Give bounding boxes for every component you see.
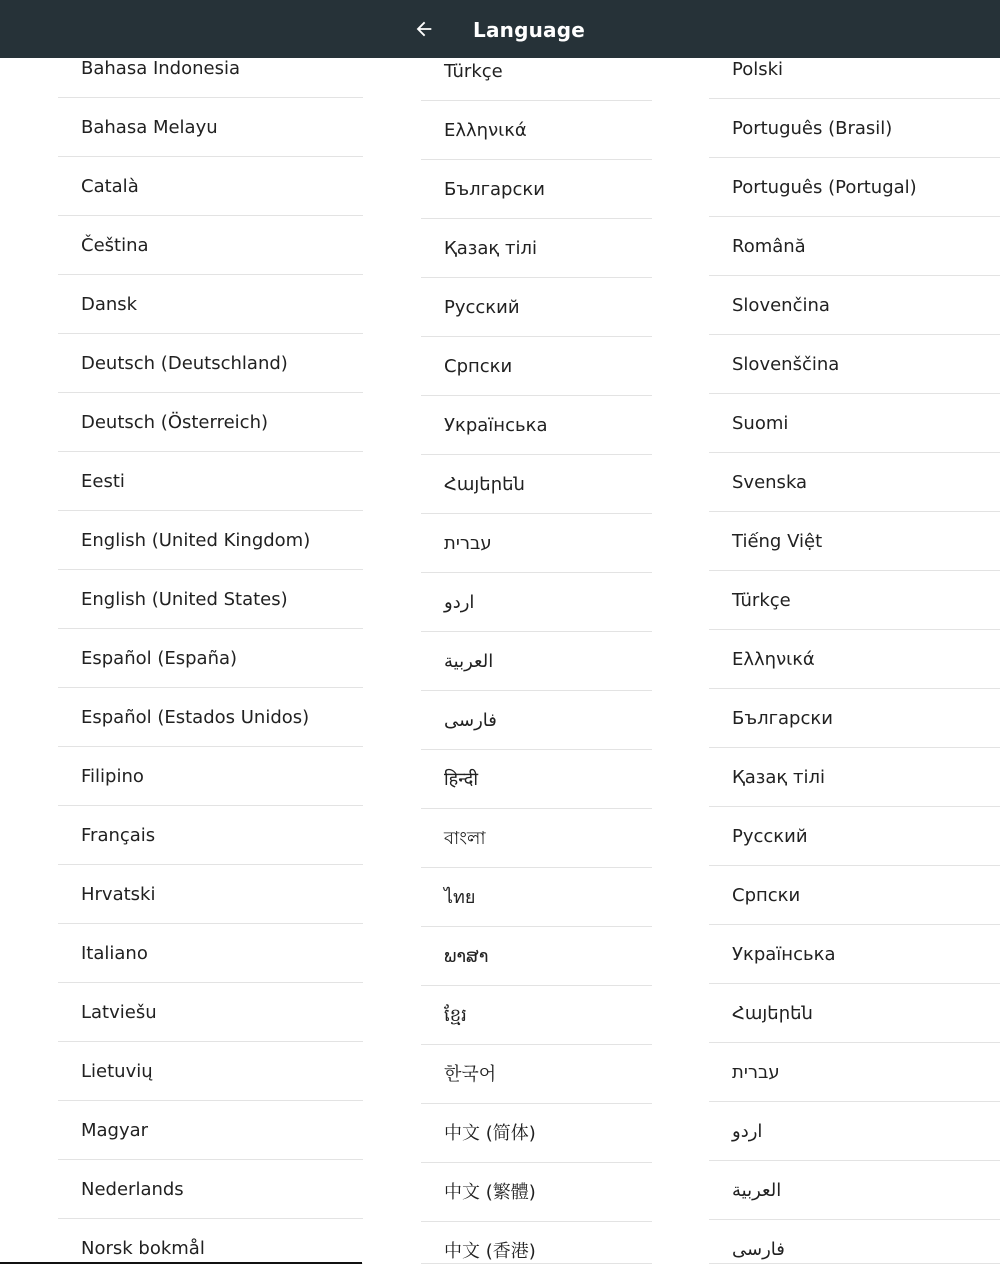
language-label: 한국어: [444, 1064, 497, 1085]
language-item[interactable]: [709, 866, 1000, 925]
language-label: Norsk bokmål: [81, 1238, 205, 1259]
language-item[interactable]: [421, 691, 652, 750]
language-label: Português (Brasil): [732, 118, 893, 139]
language-item[interactable]: [58, 511, 363, 570]
language-item[interactable]: [58, 334, 363, 393]
language-label: Български: [444, 179, 545, 200]
language-item[interactable]: [421, 337, 652, 396]
language-item[interactable]: [421, 514, 652, 573]
language-item[interactable]: [709, 925, 1000, 984]
language-label: Slovenščina: [732, 354, 840, 375]
language-label: Русский: [444, 297, 520, 318]
language-label: اردو: [732, 1121, 763, 1142]
language-label: 中文 (繁體): [444, 1182, 536, 1203]
language-item[interactable]: [58, 688, 363, 747]
language-item[interactable]: [709, 1102, 1000, 1161]
language-item[interactable]: [709, 748, 1000, 807]
language-label: ខ្មែរ: [444, 1005, 467, 1026]
language-item[interactable]: [58, 1042, 363, 1101]
language-label: ไทย: [444, 887, 476, 908]
language-item[interactable]: [709, 1161, 1000, 1220]
language-label: Italiano: [81, 943, 148, 964]
language-label: English (United States): [81, 589, 288, 610]
language-item[interactable]: [421, 927, 652, 986]
language-label: Deutsch (Deutschland): [81, 353, 288, 374]
language-label: Български: [732, 708, 833, 729]
language-item[interactable]: [709, 276, 1000, 335]
language-item[interactable]: [709, 984, 1000, 1043]
language-item[interactable]: [58, 275, 363, 334]
language-item[interactable]: [709, 158, 1000, 217]
language-label: العربية: [444, 651, 494, 672]
language-label: 中文 (简体): [444, 1123, 536, 1144]
language-item[interactable]: [58, 924, 363, 983]
language-label: Српски: [732, 885, 801, 906]
language-item[interactable]: [421, 396, 652, 455]
language-item[interactable]: [58, 98, 363, 157]
language-label: עברית: [444, 533, 492, 554]
language-item[interactable]: [709, 453, 1000, 512]
language-label: فارسی: [732, 1239, 785, 1260]
language-label: Ελληνικά: [732, 649, 815, 670]
language-label: Eesti: [81, 471, 125, 492]
language-item[interactable]: [58, 747, 363, 806]
language-label: Հայերեն: [732, 1003, 813, 1024]
language-label: Latviešu: [81, 1002, 157, 1023]
language-item[interactable]: [58, 393, 363, 452]
language-label: Lietuvių: [81, 1061, 153, 1082]
language-item[interactable]: [421, 809, 652, 868]
language-item[interactable]: [58, 216, 363, 275]
language-label: Deutsch (Österreich): [81, 412, 268, 433]
language-item[interactable]: [58, 157, 363, 216]
language-item[interactable]: [709, 571, 1000, 630]
language-label: Hrvatski: [81, 884, 156, 905]
language-label: Čeština: [81, 235, 149, 256]
language-item[interactable]: [709, 394, 1000, 453]
language-item[interactable]: [421, 42, 652, 101]
language-label: Ελληνικά: [444, 120, 527, 141]
language-label: Español (España): [81, 648, 238, 669]
language-label: اردو: [444, 592, 475, 613]
language-label: Français: [81, 825, 156, 846]
language-label: فارسی: [444, 710, 497, 731]
arrow-left-icon: [413, 18, 435, 40]
language-label: Slovenčina: [732, 295, 830, 316]
language-item[interactable]: [709, 1043, 1000, 1102]
language-label: Bahasa Melayu: [81, 117, 218, 138]
language-label: Українська: [732, 944, 836, 965]
language-label: Suomi: [732, 413, 789, 434]
language-label: العربية: [732, 1180, 782, 1201]
language-item[interactable]: [58, 39, 363, 98]
language-item[interactable]: [58, 865, 363, 924]
language-label: Türkçe: [732, 590, 791, 611]
language-item[interactable]: [709, 217, 1000, 276]
language-item[interactable]: [421, 278, 652, 337]
language-label: Српски: [444, 356, 513, 377]
language-item[interactable]: [421, 101, 652, 160]
language-label: Svenska: [732, 472, 808, 493]
language-item[interactable]: [421, 1045, 652, 1104]
language-item[interactable]: [709, 335, 1000, 394]
language-item[interactable]: [421, 219, 652, 278]
language-item[interactable]: [58, 1160, 363, 1219]
language-label: ພາສາ: [444, 946, 489, 967]
language-item[interactable]: [709, 99, 1000, 158]
language-item[interactable]: [58, 1219, 363, 1264]
language-item[interactable]: [421, 986, 652, 1045]
language-item[interactable]: [709, 1220, 1000, 1264]
language-label: Bahasa Indonesia: [81, 58, 240, 79]
language-item[interactable]: [421, 1104, 652, 1163]
language-item[interactable]: [709, 512, 1000, 571]
language-item[interactable]: [58, 806, 363, 865]
language-item[interactable]: [421, 455, 652, 514]
language-label: Dansk: [81, 294, 138, 315]
language-item[interactable]: [58, 629, 363, 688]
language-item[interactable]: [709, 40, 1000, 99]
language-label: हिन्दी: [444, 769, 479, 790]
language-item[interactable]: [58, 1101, 363, 1160]
language-label: Tiếng Việt: [732, 531, 823, 552]
language-label: Українська: [444, 415, 548, 436]
language-item[interactable]: [421, 1222, 652, 1264]
language-item[interactable]: [421, 160, 652, 219]
language-item[interactable]: [421, 632, 652, 691]
language-item[interactable]: [421, 750, 652, 809]
language-label: עברית: [732, 1062, 780, 1083]
language-label: Español (Estados Unidos): [81, 707, 310, 728]
language-label: Türkçe: [444, 61, 503, 82]
language-label: Русский: [732, 826, 808, 847]
language-label: Română: [732, 236, 806, 257]
language-label: 中文 (香港): [444, 1241, 536, 1262]
page-title: Language: [473, 18, 586, 42]
language-item[interactable]: [58, 983, 363, 1042]
language-label: Català: [81, 176, 139, 197]
language-item[interactable]: [709, 689, 1000, 748]
language-item[interactable]: [58, 570, 363, 629]
language-item[interactable]: [421, 1163, 652, 1222]
language-label: বাংলা: [444, 828, 486, 849]
language-item[interactable]: [421, 573, 652, 632]
language-label: Polski: [732, 59, 784, 80]
language-label: Filipino: [81, 766, 144, 787]
language-item[interactable]: [709, 807, 1000, 866]
language-label: Қазақ тілі: [732, 767, 825, 788]
language-label: Հայերեն: [444, 474, 525, 495]
language-label: Nederlands: [81, 1179, 184, 1200]
language-label: Қазақ тілі: [444, 238, 537, 259]
language-item[interactable]: [709, 630, 1000, 689]
language-label: English (United Kingdom): [81, 530, 311, 551]
language-label: Português (Portugal): [732, 177, 917, 198]
language-item[interactable]: [58, 452, 363, 511]
language-label: Magyar: [81, 1120, 149, 1141]
language-item[interactable]: [421, 868, 652, 927]
